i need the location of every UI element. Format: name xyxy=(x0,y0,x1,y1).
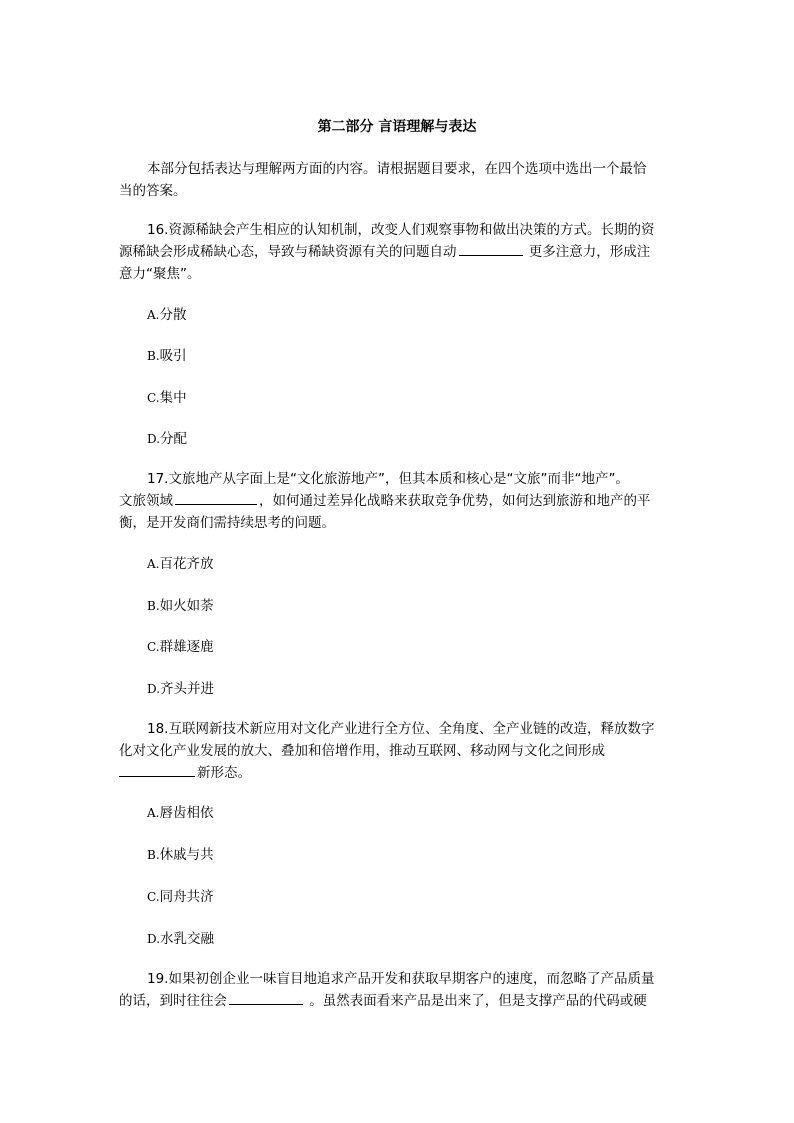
option-text: 如火如荼 xyxy=(159,598,214,614)
option-letter: A. xyxy=(147,308,160,322)
option-letter: B. xyxy=(147,349,160,363)
option-letter: C. xyxy=(147,391,160,405)
option-text: 分配 xyxy=(160,431,188,447)
intro-line-1: 本部分包括表达与理解两方面的内容。请根据题目要求，在四个选项中选出一个最恰 xyxy=(147,161,647,177)
q18-option-c xyxy=(147,886,214,908)
q19-text-before-blank: 的话，到时往往会 xyxy=(119,993,227,1009)
option-letter: B. xyxy=(147,848,160,862)
q18-line-1: 18.互联网新技术新应用对文化产业进行全方位、全角度、全产业链的改造，释放数字 xyxy=(147,721,655,737)
q18-line-3 xyxy=(119,762,251,784)
q16-answer-blank xyxy=(459,241,523,256)
option-text: 吸引 xyxy=(159,348,187,364)
q18-text-after-blank: 新形态。 xyxy=(197,765,251,781)
option-text: 集中 xyxy=(159,390,187,406)
q17-line-1: 17.文旅地产从字面上是“文化旅游地产”，但其本质和核心是“文旅”而非“地产”。 xyxy=(147,471,629,487)
q16-text-before-blank: 源稀缺会形成稀缺心态，导致与稀缺资源有关的问题自动 xyxy=(119,244,457,260)
option-text: 同舟共济 xyxy=(159,889,214,905)
option-text: 群雄逐鹿 xyxy=(159,639,214,655)
option-text: 百花齐放 xyxy=(159,556,214,572)
q17-option-a xyxy=(147,553,213,575)
option-text: 唇齿相依 xyxy=(159,805,214,821)
option-letter: D. xyxy=(147,432,161,446)
q16-option-c xyxy=(147,387,187,409)
q16-option-d xyxy=(147,428,187,450)
q16-line-2 xyxy=(119,241,650,263)
option-letter: D. xyxy=(147,682,161,696)
q16-option-b xyxy=(147,345,187,367)
option-letter: B. xyxy=(147,599,160,613)
option-text: 分散 xyxy=(159,307,187,323)
option-letter: C. xyxy=(147,890,160,904)
q18-option-b xyxy=(147,844,214,866)
q19-line-2 xyxy=(119,990,647,1012)
q17-option-d xyxy=(147,678,214,700)
q16-text-after-blank: 更多注意力，形成注 xyxy=(528,244,651,260)
q16-option-a xyxy=(147,304,186,326)
q18-answer-blank xyxy=(119,762,195,777)
intro-line-2: 当的答案。 xyxy=(119,183,187,199)
q17-option-b xyxy=(147,595,214,617)
q18-option-a xyxy=(147,802,213,824)
option-text: 齐头并进 xyxy=(160,681,215,697)
q19-text-after-blank: 。虽然表面看来产品是出来了，但是支撑产品的代码或硬 xyxy=(309,993,647,1009)
q17-text-before-blank: 文旅领域 xyxy=(119,493,173,509)
q17-line-2 xyxy=(119,490,651,512)
option-text: 休戚与共 xyxy=(159,847,214,863)
option-letter: A. xyxy=(147,557,160,571)
option-letter: C. xyxy=(147,640,160,654)
q18-line-2: 化对文化产业发展的放大、叠加和倍增作用，推动互联网、移动网与文化之间形成 xyxy=(119,743,605,759)
q17-answer-blank xyxy=(175,490,257,505)
q17-text-after-blank: ，如何通过差异化战略来获取竞争优势，如何达到旅游和地产的平 xyxy=(259,493,651,509)
option-text: 水乳交融 xyxy=(160,931,215,947)
option-letter: A. xyxy=(147,806,160,820)
q17-line-3: 衡，是开发商们需持续思考的问题。 xyxy=(119,515,335,531)
q19-line-1: 19.如果初创企业一味盲目地追求产品开发和获取早期客户的速度，而忽略了产品质量 xyxy=(147,971,655,987)
option-letter: D. xyxy=(147,932,161,946)
q16-line-1: 16.资源稀缺会产生相应的认知机制，改变人们观察事物和做出决策的方式。长期的资 xyxy=(147,222,655,238)
section-title: 第二部分 言语理解与表达 xyxy=(317,119,477,135)
q17-option-c xyxy=(147,636,214,658)
q18-option-d xyxy=(147,928,214,950)
q16-line-3: 意力“聚焦”。 xyxy=(119,266,201,282)
q19-answer-blank xyxy=(229,990,303,1005)
